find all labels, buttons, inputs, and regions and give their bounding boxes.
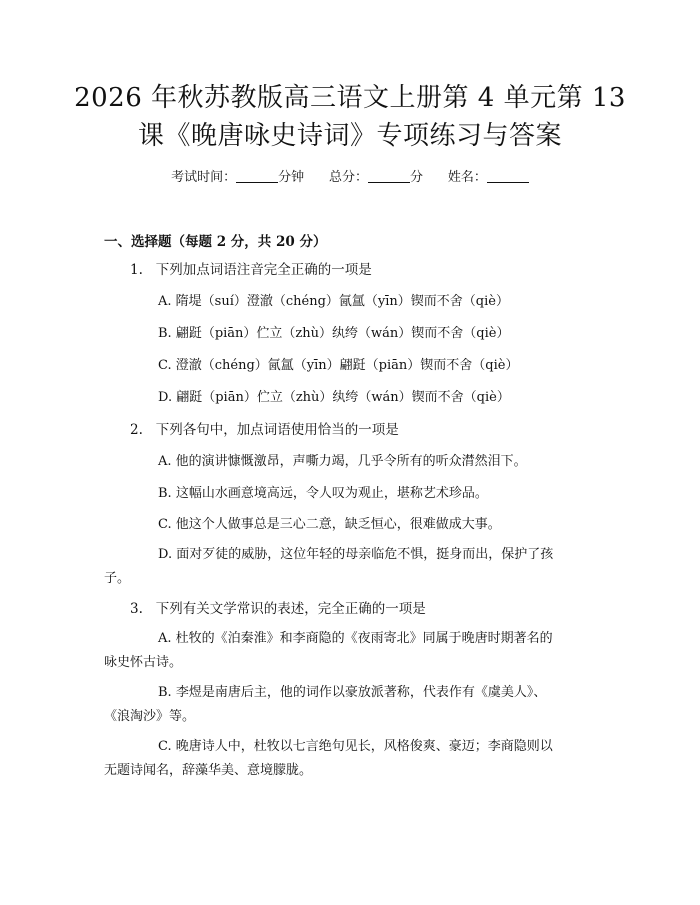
name-label: 姓名： (447, 170, 487, 185)
section-heading: 一、选择题（每题 2 分，共 20 分） (104, 234, 327, 250)
question-1-option-d[interactable]: D. 翩跹（piān）伫立（zhù）纨绔（wán）锲而不舍（qiè） (158, 390, 510, 405)
title-line-2: 课《晚唐咏史诗词》专项练习与答案 (137, 121, 562, 151)
time-unit: 分钟 (278, 170, 305, 185)
exam-meta (0, 169, 700, 187)
question-2-option-b[interactable]: B. 这幅山水画意境高远，令人叹为观止，堪称艺术珍品。 (158, 486, 488, 501)
question-3-stem (130, 600, 426, 618)
question-number: 3. (130, 601, 143, 617)
score-label: 总分： (328, 170, 368, 185)
question-text: 下列各句中，加点词语使用恰当的一项是 (155, 422, 399, 438)
question-2-option-c[interactable]: C. 他这个人做事总是三心二意，缺乏恒心，很难做成大事。 (158, 517, 501, 532)
name-blank[interactable] (487, 169, 529, 183)
time-label: 考试时间： (171, 170, 237, 185)
question-2-option-a[interactable]: A. 他的演讲慷慨激昂，声嘶力竭，几乎令所有的听众潸然泪下。 (158, 454, 527, 469)
question-text: 下列有关文学常识的表述，完全正确的一项是 (155, 601, 426, 617)
question-number: 1. (130, 262, 143, 278)
question-2-option-d[interactable]: D. 面对歹徒的威胁，这位年轻的母亲临危不惧，挺身而出，保护了孩子。 (104, 547, 554, 586)
question-number: 2. (130, 422, 143, 438)
question-1-option-a[interactable]: A. 隋堤（suí）澄澈（chéng）氤氲（yīn）锲而不舍（qiè） (158, 294, 509, 309)
question-3-option-c[interactable]: C. 晚唐诗人中，杜牧以七言绝句见长，风格俊爽、豪迈；李商隐则以无题诗闻名，辞藻华美、意境朦胧。 (104, 739, 553, 778)
score-blank[interactable] (368, 169, 410, 183)
title-line-1: 2026 年秋苏教版高三语文上册第 4 单元第 13 (74, 83, 626, 113)
question-3-option-a[interactable]: A. 杜牧的《泊秦淮》和李商隐的《夜雨寄北》同属于晚唐时期著名的咏史怀古诗。 (104, 631, 553, 670)
time-blank[interactable] (236, 169, 278, 183)
question-1-option-c[interactable]: C. 澄澈（chéng）氤氲（yīn）翩跹（piān）锲而不舍（qiè） (158, 358, 519, 373)
question-text: 下列加点词语注音完全正确的一项是 (155, 262, 372, 278)
question-3-option-b[interactable]: B. 李煜是南唐后主，他的词作以豪放派著称，代表作有《虞美人》、《浪淘沙》等。 (104, 685, 547, 724)
question-1-option-b[interactable]: B. 翩跹（piān）伫立（zhù）纨绔（wán）锲而不舍（qiè） (158, 326, 510, 341)
question-1-stem (130, 261, 372, 279)
question-2-stem (130, 421, 399, 439)
score-unit: 分 (410, 170, 424, 185)
